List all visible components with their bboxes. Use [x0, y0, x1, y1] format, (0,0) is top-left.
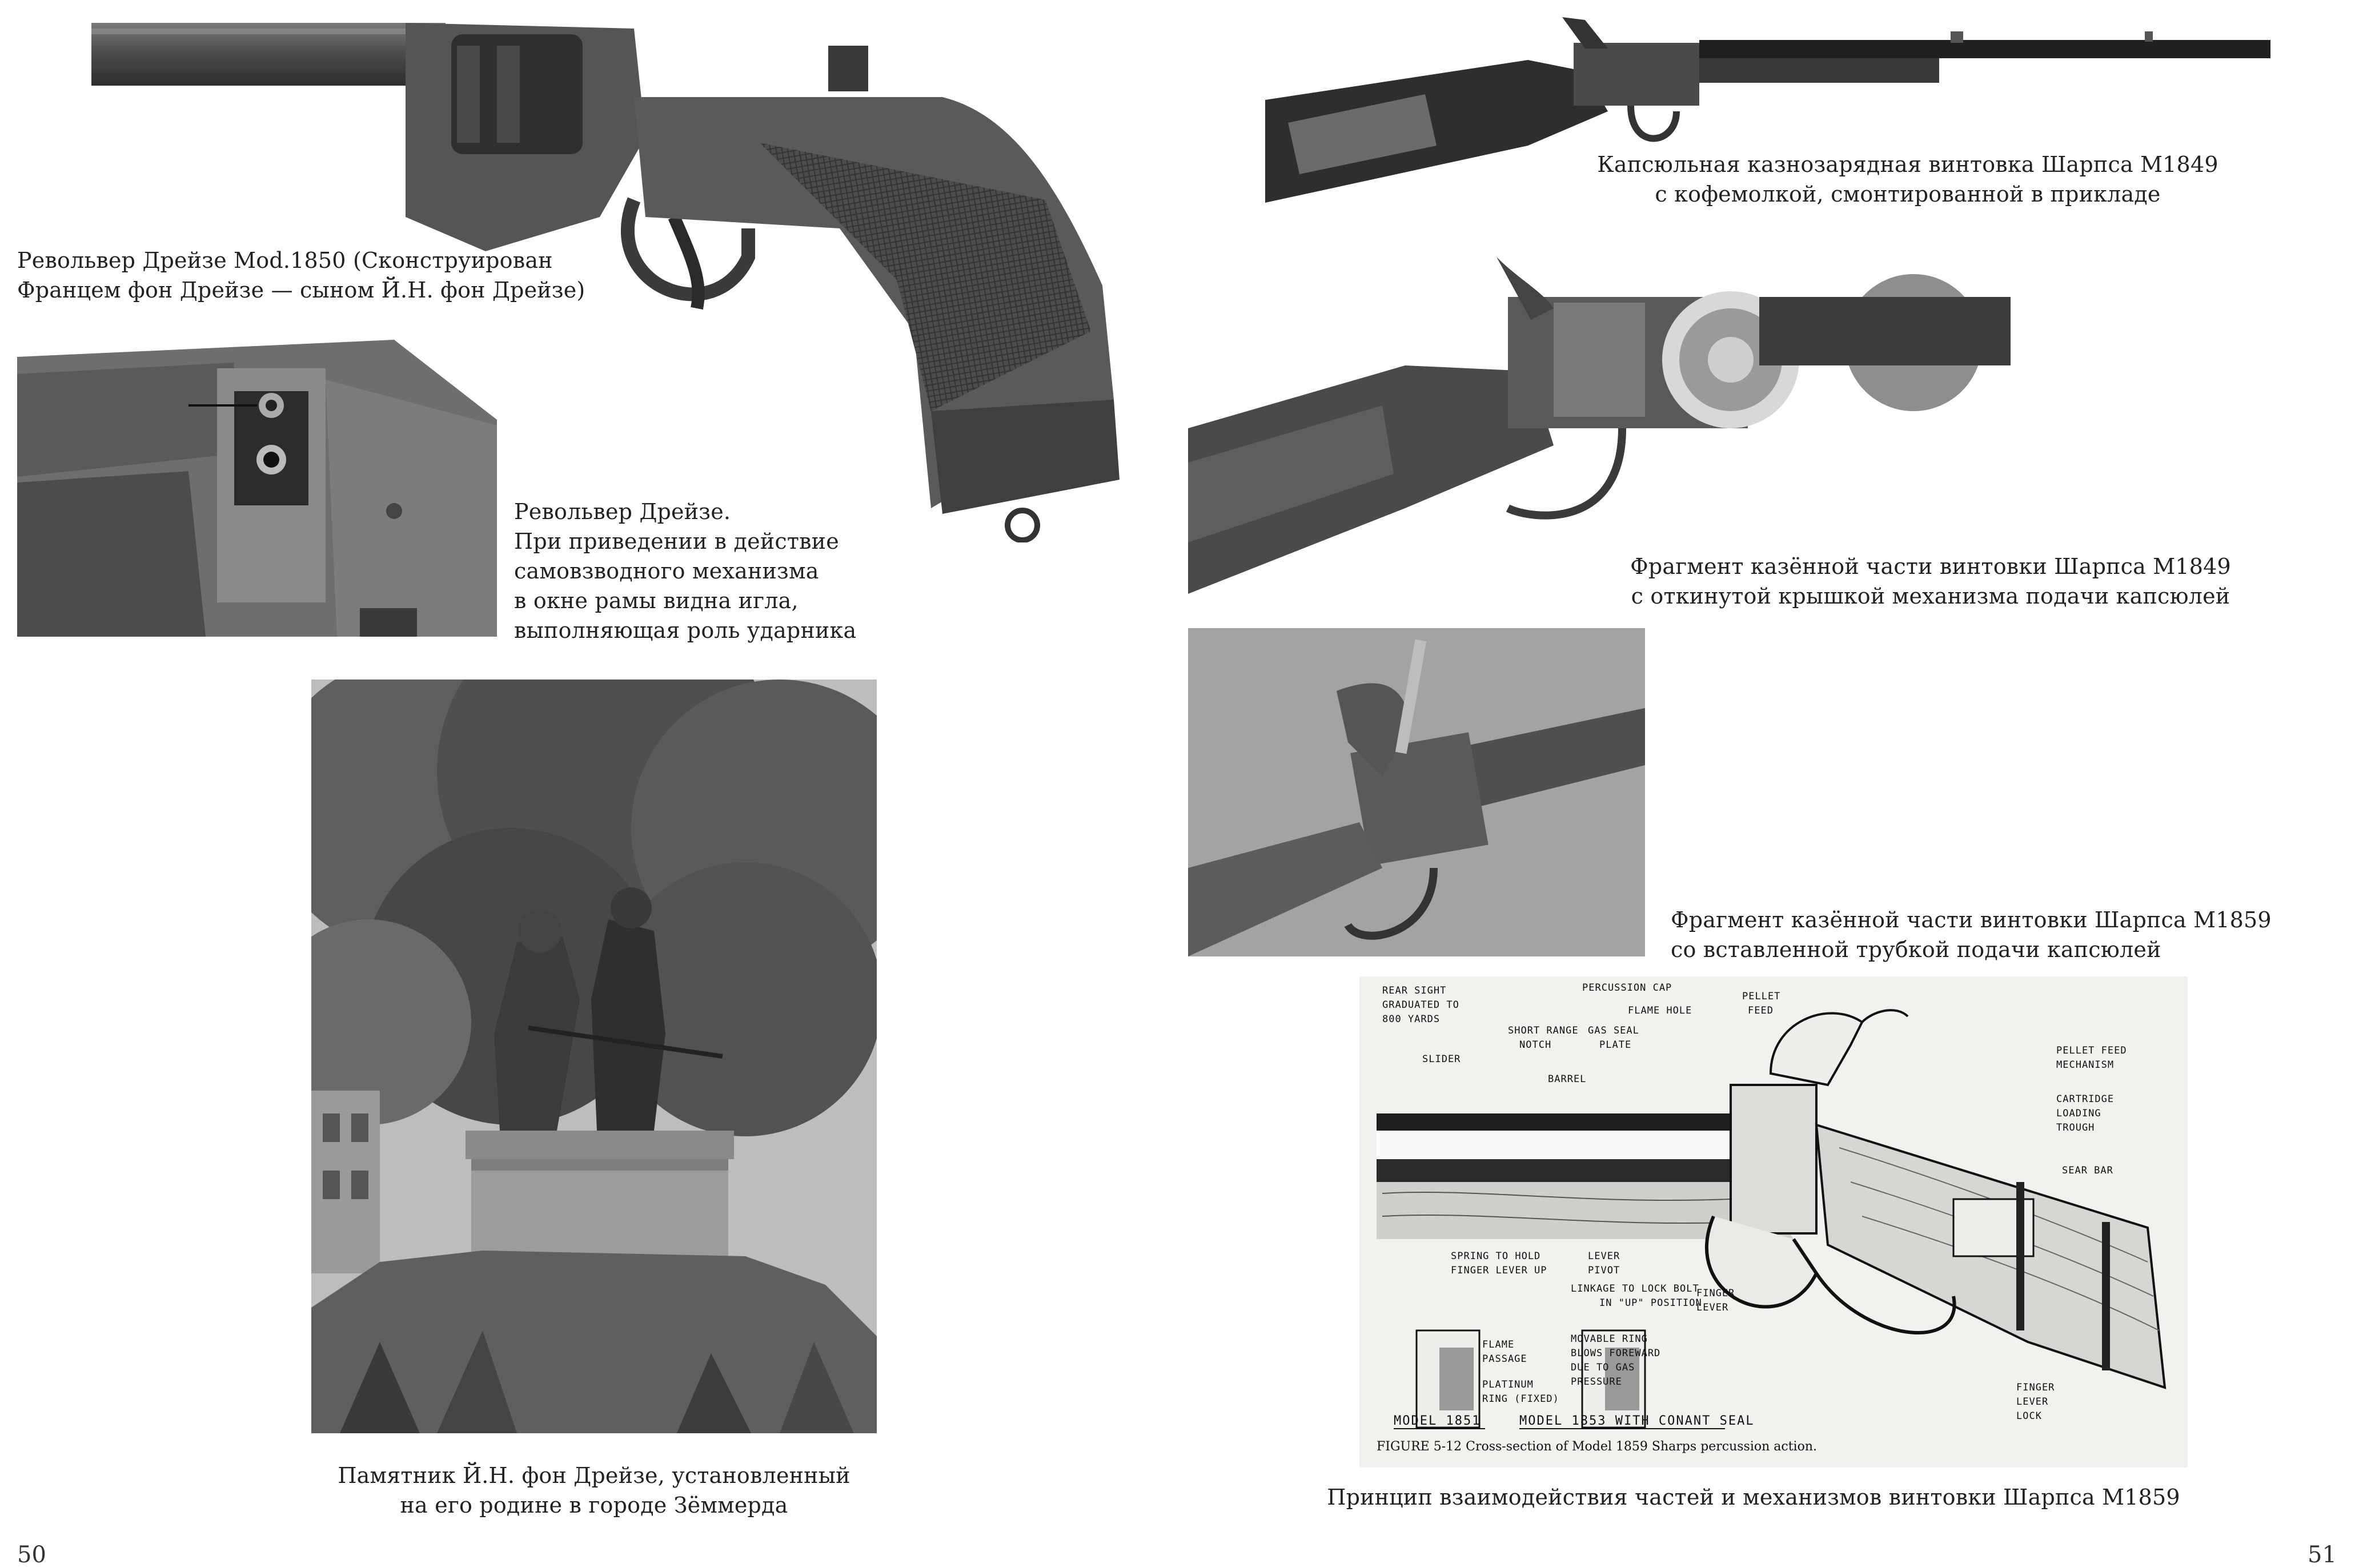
diagram-label: LOADING: [2056, 1108, 2101, 1119]
caption-line: Револьвер Дрейзе Mod.1850 (Сконструирован: [17, 248, 553, 273]
diagram-label: TROUGH: [2056, 1122, 2095, 1133]
caption-line: самовзводного механизма: [514, 558, 819, 584]
caption-line: с откинутой крышкой механизма подачи капсюлей: [1631, 584, 2230, 609]
caption-line: на его родине в городе Зёммерда: [400, 1493, 788, 1518]
diagram-label: PASSAGE: [1482, 1353, 1527, 1365]
caption-line: Памятник Й.Н. фон Дрейзе, установленный: [338, 1463, 850, 1488]
diagram-label: MECHANISM: [2056, 1059, 2115, 1071]
diagram-label: IN "UP" POSITION: [1599, 1297, 1702, 1309]
sharps-rifle-caption: [1542, 150, 2273, 209]
sharps-1849-breech-photo: [1188, 257, 2011, 594]
diagram-label: FLAME HOLE: [1628, 1005, 1692, 1016]
diagram-label: CARTRIDGE: [2056, 1093, 2115, 1105]
diagram-label: FLAME: [1482, 1339, 1515, 1350]
diagram-figure-caption: FIGURE 5-12 Cross-section of Model 1859 Sharps percussion action.: [1377, 1440, 1817, 1454]
diagram-label: PLATINUM: [1482, 1379, 1534, 1390]
sharps-diagram-caption: [1314, 1482, 2193, 1512]
monument-caption: [311, 1461, 877, 1520]
diagram-label: SEAR BAR: [2062, 1165, 2113, 1176]
diagram-label: PIVOT: [1588, 1265, 1620, 1276]
diagram-label: NOTCH: [1519, 1039, 1552, 1051]
caption-line: Фрагмент казённой части винтовки Шарпса М1859: [1671, 907, 2272, 932]
diagram-label: PERCUSSION CAP: [1582, 982, 1672, 994]
sharps-1849-breech-caption: [1588, 552, 2273, 611]
diagram-label: LINKAGE TO LOCK BOLT: [1571, 1283, 1699, 1294]
diagram-label: LEVER: [1696, 1302, 1729, 1313]
diagram-label: SHORT RANGE: [1508, 1025, 1579, 1036]
diagram-label: PLATE: [1599, 1039, 1632, 1051]
page-number-left: 50: [17, 1542, 46, 1568]
diagram-label: PELLET: [1742, 991, 1781, 1002]
diagram-label: BLOWS FOREWARD: [1571, 1348, 1661, 1359]
diagram-label: SPRING TO HOLD: [1451, 1251, 1541, 1262]
diagram-label: GAS SEAL: [1588, 1025, 1639, 1036]
diagram-label: PRESSURE: [1571, 1376, 1622, 1388]
revolver-main-caption: [17, 246, 585, 305]
diagram-label: LEVER: [1588, 1251, 1620, 1262]
revolver-detail-photo: [17, 340, 497, 637]
diagram-label: LOCK: [2016, 1410, 2042, 1422]
diagram-label: SLIDER: [1422, 1054, 1461, 1065]
caption-line: в окне рамы видна игла,: [514, 588, 799, 613]
diagram-label: MOVABLE RING: [1571, 1333, 1648, 1345]
diagram-label: FINGER LEVER UP: [1451, 1265, 1547, 1276]
sharps-1859-breech-photo: [1188, 628, 1645, 956]
diagram-label: RING (FIXED): [1482, 1393, 1559, 1405]
diagram-label: FINGER: [2016, 1382, 2055, 1393]
caption-line: Фрагмент казённой части винтовки Шарпса М1849: [1630, 554, 2231, 579]
diagram-label: BARREL: [1548, 1074, 1587, 1085]
diagram-label: FEED: [1748, 1005, 1774, 1016]
diagram-label-model-1853: MODEL 1853 WITH CONANT SEAL: [1519, 1414, 1755, 1428]
diagram-label: 800 YARDS: [1382, 1014, 1441, 1025]
diagram-label: GRADUATED TO: [1382, 999, 1459, 1011]
monument-photo: [311, 680, 877, 1433]
caption-line: выполняющая роль ударника: [514, 618, 857, 643]
caption-line: Францем фон Дрейзе — сыном Й.Н. фон Дрейзе): [17, 278, 585, 303]
caption-line: При приведении в действие: [514, 529, 839, 554]
diagram-label: DUE TO GAS: [1571, 1362, 1635, 1373]
caption-line: Револьвер Дрейзе.: [514, 499, 731, 524]
caption-line: Принцип взаимодействия частей и механизмов винтовки Шарпса М1859: [1327, 1485, 2180, 1510]
diagram-label: LEVER: [2016, 1396, 2049, 1408]
diagram-label-model-1851: MODEL 1851: [1394, 1414, 1481, 1428]
sharps-1859-breech-caption: [1671, 905, 2272, 964]
diagram-label: REAR SIGHT: [1382, 985, 1447, 996]
caption-line: Капсюльная казнозарядная винтовка Шарпса М1849: [1597, 152, 2218, 177]
caption-line: с кофемолкой, смонтированной в прикладе: [1655, 182, 2161, 207]
diagram-label: FINGER: [1696, 1288, 1735, 1299]
caption-line: со вставленной трубкой подачи капсюлей: [1671, 937, 2161, 962]
revolver-detail-caption: [514, 497, 856, 645]
sharps-1859-cross-section-diagram: [1359, 976, 2188, 1468]
page-number-right: 51: [2308, 1542, 2337, 1568]
diagram-label: PELLET FEED: [2056, 1045, 2127, 1056]
